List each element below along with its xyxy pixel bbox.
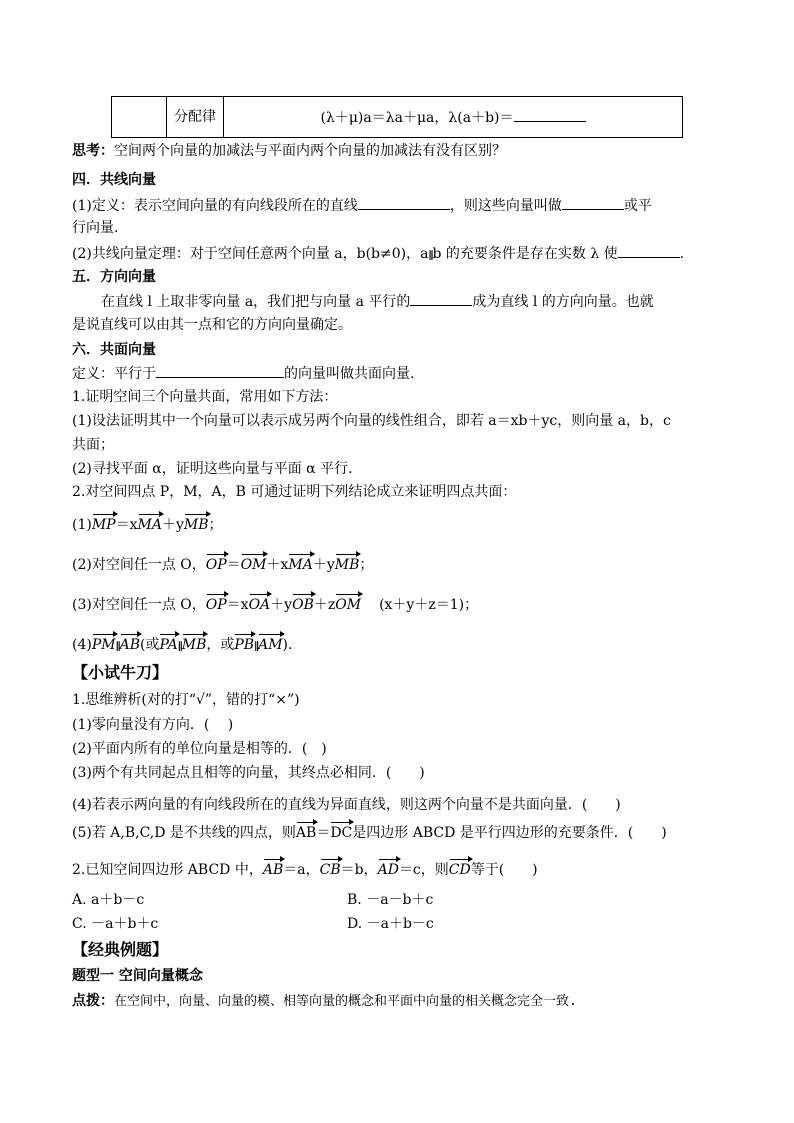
text: ＋y bbox=[270, 597, 293, 613]
tip-label: 点拨： bbox=[72, 993, 114, 1009]
text: ＝a， bbox=[283, 862, 320, 878]
text: 的向量叫做共面向量. bbox=[284, 366, 415, 382]
section-6-heading: 六．共面向量 bbox=[72, 342, 156, 358]
distributive-formula: (λ＋μ)a＝λa＋μa，λ(a＋b)＝ bbox=[320, 110, 514, 126]
question-1-3: (3)两个有共同起点且相等的向量，其终点必相同．( ) bbox=[72, 765, 425, 781]
text: ＝ bbox=[226, 557, 241, 573]
question-1-1: (1)零向量没有方向．( ) bbox=[72, 717, 234, 733]
vector-PM: PM bbox=[91, 637, 116, 653]
option-b[interactable]: B. －a－b＋c bbox=[347, 892, 434, 908]
vector-OP: OP bbox=[205, 557, 227, 573]
vector-MA: MA bbox=[137, 517, 162, 533]
text: ＝b， bbox=[340, 862, 378, 878]
text: (2)对空间任一点 O， bbox=[72, 557, 206, 573]
vector-OM: OM bbox=[240, 557, 267, 573]
collinear-theorem bbox=[72, 243, 684, 266]
coplanar-eq-1 bbox=[72, 515, 223, 535]
vector-AB: AB bbox=[262, 862, 284, 878]
vector-OM: OM bbox=[335, 597, 362, 613]
parallel-symbol: ∥ bbox=[177, 641, 182, 652]
text: ＝ bbox=[316, 825, 331, 841]
text: 2.已知空间四边形 ABCD 中， bbox=[72, 862, 263, 878]
question-1-4: (4)若表示两向量的有向线段所在的直线为异面直线，则这两个向量不是共面向量．( ) bbox=[72, 797, 621, 813]
vector-DC: DC bbox=[330, 825, 353, 841]
option-a[interactable]: A. a＋b－c bbox=[72, 892, 145, 908]
tip-line bbox=[72, 991, 577, 1012]
type-1-heading: 题型一 空间向量概念 bbox=[72, 968, 203, 984]
collinear-definition-cont: 行向量. bbox=[72, 220, 119, 236]
vector-MB: MB bbox=[334, 557, 360, 573]
section-5-heading: 五．方向向量 bbox=[72, 269, 156, 285]
parallel-symbol: ∥ bbox=[254, 641, 259, 652]
text: ，或 bbox=[206, 637, 235, 653]
text: (3)对空间任一点 O， bbox=[72, 597, 206, 613]
table-cell-label bbox=[167, 97, 224, 138]
direction-vector-p1 bbox=[101, 291, 654, 312]
vector-MB: MB bbox=[183, 517, 209, 533]
coplanar-eq-4 bbox=[72, 635, 292, 657]
trial-heading: 【小试牛刀】 bbox=[72, 663, 169, 682]
text: (2)共线向量定理：对于空间任意两个向量 a，b(b≠0)，a bbox=[72, 246, 429, 262]
method-1-title bbox=[72, 387, 337, 407]
text: ＝x bbox=[226, 597, 249, 613]
distributive-law-label: 分配律 bbox=[174, 109, 216, 125]
tip-text: 在空间中，向量、向量的模、相等向量的概念和平面中向量的相关概念完全一致. bbox=[114, 994, 577, 1009]
think-line bbox=[72, 141, 506, 161]
collinear-definition bbox=[72, 195, 652, 216]
text: ＋x bbox=[266, 557, 289, 573]
answer-blank[interactable] bbox=[514, 107, 586, 122]
text: ； bbox=[359, 557, 374, 573]
section-4-heading: 四．共线向量 bbox=[72, 172, 156, 188]
vector-AB: AB bbox=[295, 825, 317, 841]
text: ； bbox=[208, 517, 223, 533]
vector-AM: AM bbox=[258, 637, 283, 653]
vector-MA: MA bbox=[288, 557, 313, 573]
text: (1)定义：表示空间向量的有向线段所在的直线 bbox=[72, 198, 358, 214]
answer-blank[interactable] bbox=[410, 291, 472, 306]
vector-AD: AD bbox=[377, 862, 399, 878]
text: 是四边形 ABCD 是平行四边形的充要条件．( ) bbox=[352, 825, 667, 841]
text: ＝x bbox=[115, 517, 138, 533]
vector-AB: AB bbox=[119, 637, 141, 653]
table-cell-formula bbox=[224, 97, 683, 138]
method-1a: (1)设法证明其中一个向量可以表示成另两个向量的线性组合，即若 a＝xb＋yc，则向量 a，b，c bbox=[72, 413, 671, 429]
coplanar-eq-2 bbox=[72, 555, 373, 575]
vector-MB: MB bbox=[181, 637, 207, 653]
table-cell-empty bbox=[112, 97, 167, 138]
coplanar-definition bbox=[72, 363, 414, 384]
text: ＝c，则 bbox=[398, 862, 449, 878]
answer-blank[interactable] bbox=[618, 243, 680, 258]
text: 或平 bbox=[623, 198, 652, 214]
text: 在直线 l 上取非零向量 a，我们把与向量 a 平行的 bbox=[101, 294, 411, 310]
vector-CD: CD bbox=[448, 862, 471, 878]
table-row bbox=[112, 97, 683, 138]
vector-OP: OP bbox=[205, 597, 227, 613]
vector-PB: PB bbox=[234, 637, 255, 653]
coplanar-eq-3 bbox=[72, 595, 478, 615]
think-text: 空间两个向量的加减法与平面内两个向量的加减法有没有区别？ bbox=[114, 143, 506, 159]
text: . bbox=[679, 246, 685, 262]
properties-table bbox=[111, 96, 683, 138]
answer-blank[interactable] bbox=[562, 195, 624, 210]
vector-OB: OB bbox=[292, 597, 314, 613]
text: 1.证明空间三个向量共面，常用如下方法： bbox=[72, 389, 338, 405]
text: ，则这些向量叫做 bbox=[449, 198, 562, 214]
text: ＋y bbox=[312, 557, 335, 573]
think-label: 思考： bbox=[72, 143, 114, 159]
method-1b: (2)寻找平面 α，证明这些向量与平面 α 平行. bbox=[72, 461, 353, 477]
vector-PA: PA bbox=[159, 637, 178, 653]
examples-heading: 【经典例题】 bbox=[72, 940, 169, 959]
method-2-title: 2.对空间四点 P，M，A，B 可通过证明下列结论成立来证明四点共面： bbox=[72, 484, 517, 500]
text: ＋y bbox=[161, 517, 184, 533]
text: 成为直线 l 的方向向量。也就 bbox=[472, 294, 654, 310]
text: (5)若 A,B,C,D 是不共线的四点，则 bbox=[72, 825, 296, 841]
text: b 的充要条件是存在实数 λ 使 bbox=[432, 246, 618, 262]
text: (x＋y＋z＝1)； bbox=[379, 597, 479, 613]
question-1-5 bbox=[72, 823, 667, 843]
vector-CB: CB bbox=[319, 862, 341, 878]
text: ). bbox=[282, 637, 293, 653]
question-2 bbox=[72, 860, 538, 880]
text: (1) bbox=[72, 517, 92, 533]
direction-vector-p2: 是说直线可以由其一点和它的方向向量确定。 bbox=[72, 317, 352, 333]
parallel-symbol: ∥ bbox=[428, 250, 433, 261]
vector-OA: OA bbox=[248, 597, 271, 613]
method-1a-cont: 共面； bbox=[72, 437, 114, 453]
parallel-symbol: ∥ bbox=[115, 641, 120, 652]
answer-blank[interactable] bbox=[358, 195, 450, 210]
question-1-2: (2)平面内所有的单位向量是相等的．( ) bbox=[72, 741, 327, 757]
question-1: 1.思维辨析(对的打“√”，错的打“×”) bbox=[72, 692, 300, 708]
text: (4) bbox=[72, 637, 92, 653]
vector-MP: MP bbox=[91, 517, 116, 533]
text: (或 bbox=[140, 637, 160, 653]
text: 等于( ) bbox=[470, 862, 538, 878]
option-c[interactable]: C. －a＋b＋c bbox=[72, 916, 159, 932]
text: 定义：平行于 bbox=[72, 366, 156, 382]
answer-blank[interactable] bbox=[156, 363, 284, 378]
option-d[interactable]: D. －a＋b－c bbox=[347, 916, 434, 932]
text: ＋z bbox=[313, 597, 336, 613]
